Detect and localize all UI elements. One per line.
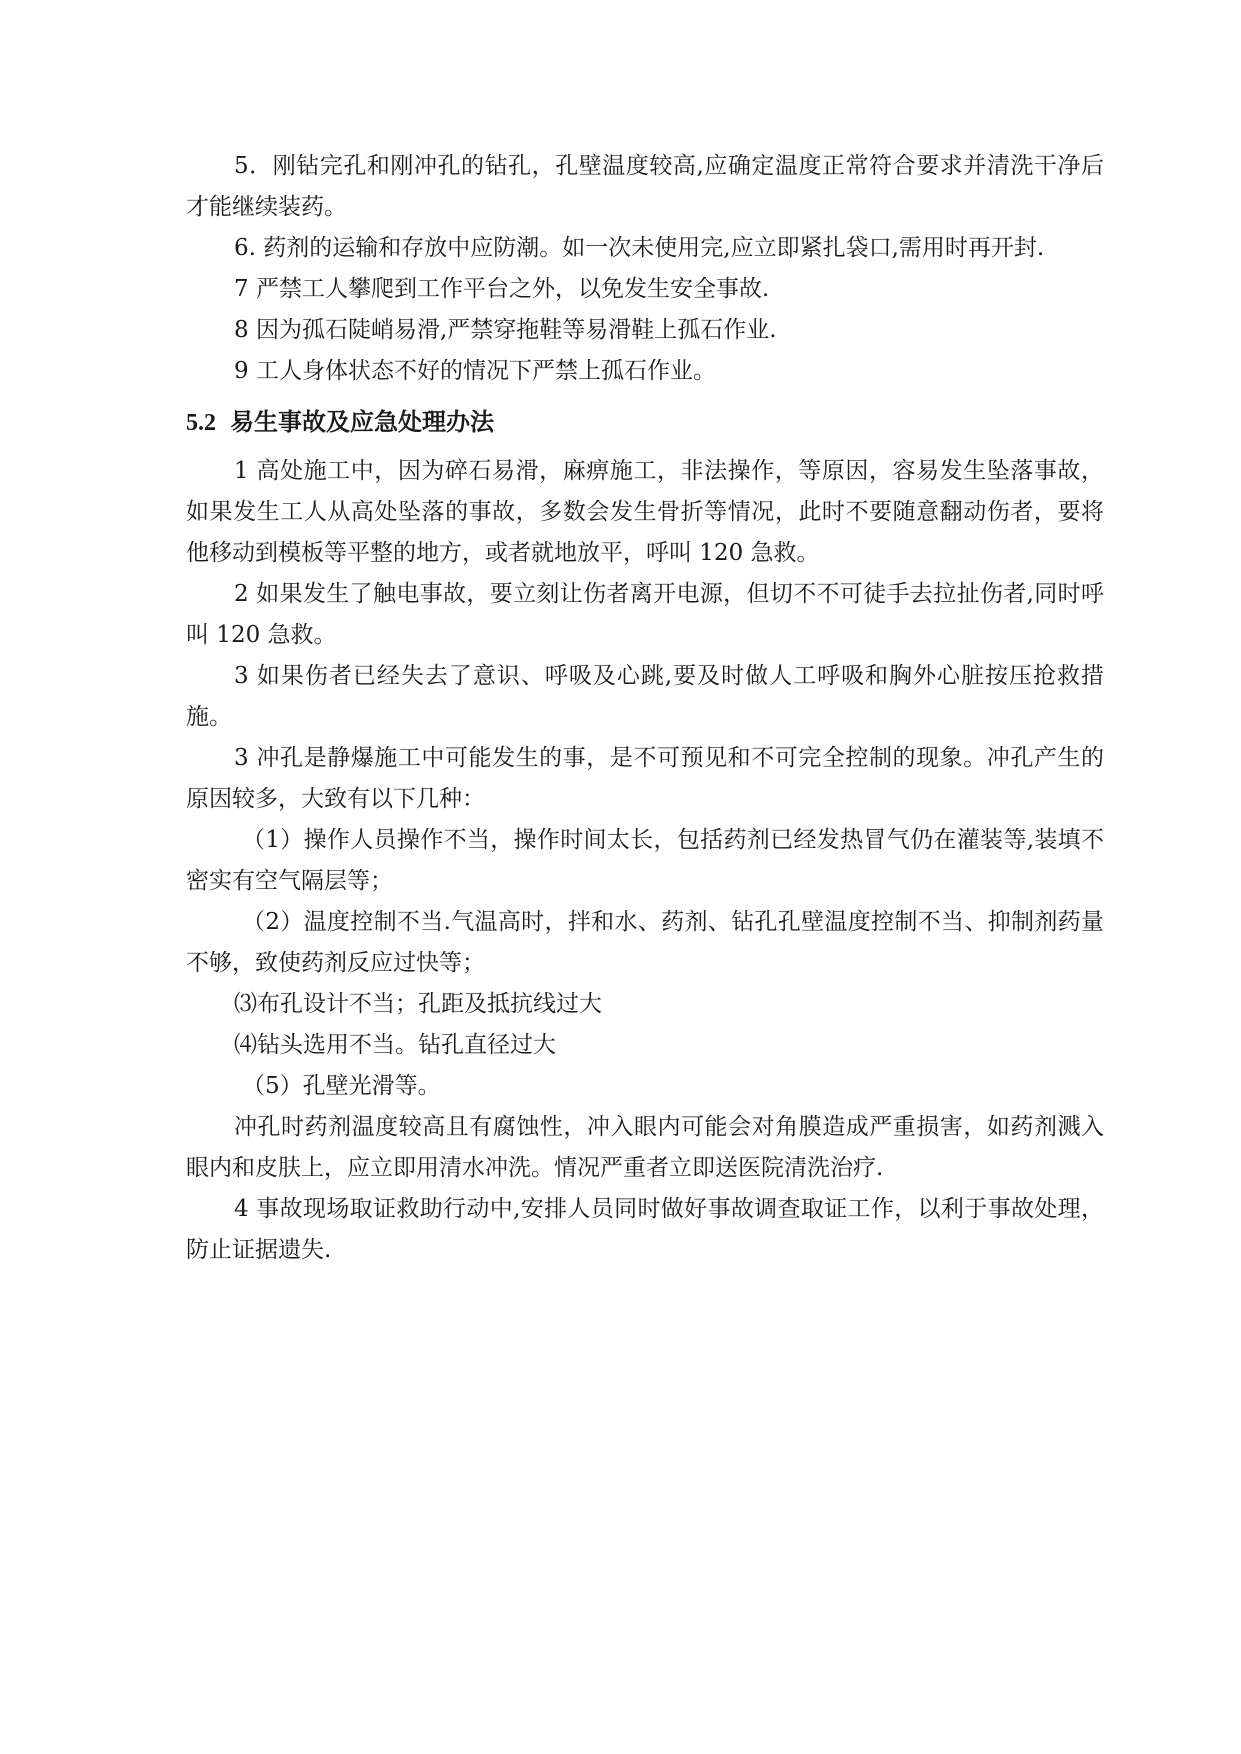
- list-item: 5．刚钻完孔和刚冲孔的钻孔，孔壁温度较高,应确定温度正常符合要求并清洗干净后才能继续装药。: [186, 153, 1104, 220]
- list-item: 8 因为孤石陡峭易滑,严禁穿拖鞋等易滑鞋上孤石作业.: [234, 317, 777, 343]
- list-item: 9 工人身体状态不好的情况下严禁上孤石作业。: [234, 358, 716, 384]
- cause-item: （1）操作人员操作不当，操作时间太长，包括药剂已经发热冒气仍在灌装等,装填不密实有空气隔层等；: [186, 827, 1104, 894]
- list-item: 冲孔时药剂温度较高且有腐蚀性，冲入眼内可能会对角膜造成严重损害，如药剂溅入眼内和皮肤上，应立即用清水冲洗。情况严重者立即送医院清洗治疗.: [186, 1114, 1104, 1181]
- list-item: 1 高处施工中，因为碎石易滑，麻痹施工，非法操作，等原因，容易发生坠落事故，如果发生工人从高处坠落的事故，多数会发生骨折等情况，此时不要随意翻动伤者，要将他移动到模板等平整的地方，或者就地放平，呼叫 120 急救。: [186, 458, 1104, 566]
- list-item: 3 冲孔是静爆施工中可能发生的事，是不可预见和不可完全控制的现象。冲孔产生的原因较多，大致有以下几种：: [186, 745, 1104, 812]
- section-number: 5.2: [186, 410, 216, 436]
- list-item: 2 如果发生了触电事故，要立刻让伤者离开电源，但切不不可徒手去拉扯伤者,同时呼叫 120 急救。: [186, 581, 1104, 648]
- cause-item: （2）温度控制不当.气温高时，拌和水、药剂、钻孔孔壁温度控制不当、抑制剂药量不够，致使药剂反应过快等；: [186, 909, 1104, 976]
- cause-item: ⑷钻头选用不当。钻孔直径过大: [234, 1032, 556, 1058]
- cause-item: ⑶布孔设计不当；孔距及抵抗线过大: [234, 991, 602, 1017]
- cause-item: （5）孔壁光滑等。: [242, 1073, 441, 1099]
- section-title: 易生事故及应急处理办法: [230, 408, 494, 436]
- list-item: 7 严禁工人攀爬到工作平台之外，以免发生安全事故.: [234, 276, 770, 302]
- list-item: 6. 药剂的运输和存放中应防潮。如一次未使用完,应立即紧扎袋口,需用时再开封.: [234, 235, 1045, 261]
- list-item: 3 如果伤者已经失去了意识、呼吸及心跳,要及时做人工呼吸和胸外心脏按压抢救措施。: [186, 663, 1104, 730]
- document-page: [186, 146, 1104, 1271]
- list-item: 4 事故现场取证救助行动中,安排人员同时做好事故调查取证工作，以利于事故处理，防止证据遗失.: [186, 1196, 1104, 1263]
- section-heading: [186, 400, 1104, 445]
